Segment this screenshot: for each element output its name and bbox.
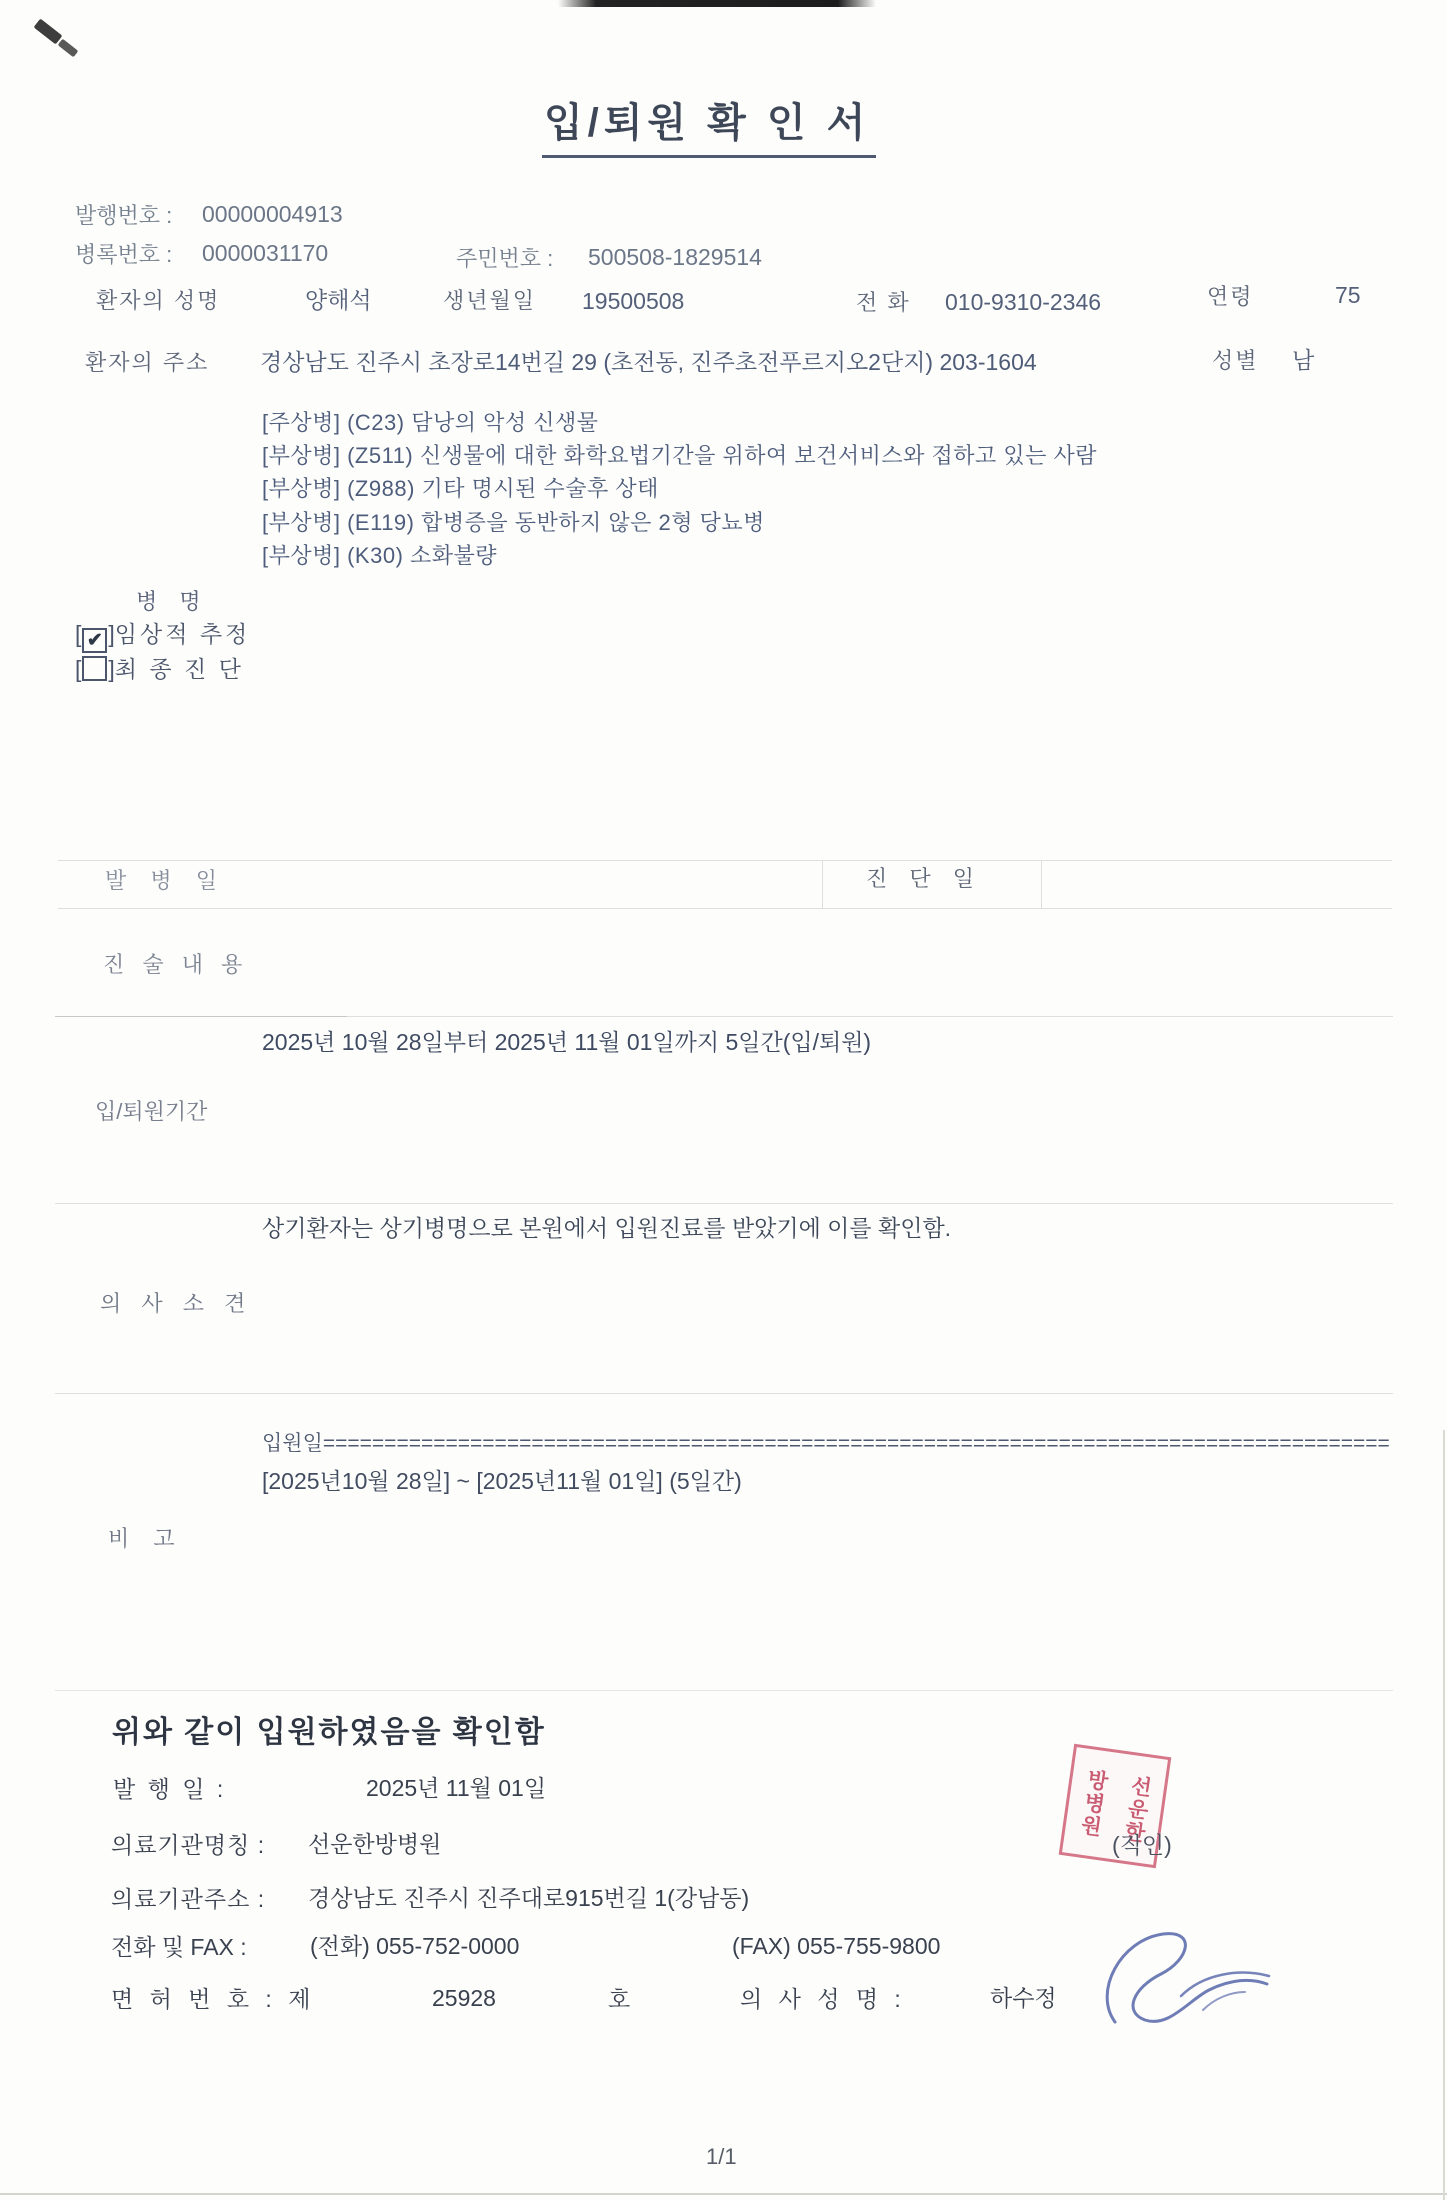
statement-value: 2025년 10월 28일부터 2025년 11월 01일까지 5일간(입/퇴원) (262, 1029, 872, 1055)
disease-section-label: 병 명 (136, 589, 209, 614)
phone-fax-label: 전화 및 FAX : (111, 1934, 247, 1960)
divider-line (55, 1203, 1393, 1204)
org-fax-value: (FAX) 055-755-9800 (732, 1933, 941, 1959)
remarks-label: 비 고 (108, 1526, 184, 1551)
period-label: 입/퇴원기간 (95, 1099, 208, 1124)
age-value: 75 (1335, 282, 1361, 308)
admission-range: [2025년10월 28일] ~ [2025년11월 01일] (5일간) (262, 1468, 742, 1494)
org-address-value: 경상남도 진주시 진주대로915번길 1(강남동) (308, 1885, 750, 1911)
issue-date-value: 2025년 11월 01일 (366, 1775, 547, 1801)
page-number: 1/1 (706, 2144, 737, 2169)
license-number-label: 면 허 번 호 : 제 (111, 1986, 316, 2012)
checkbox-empty-icon (82, 656, 107, 681)
issue-number-value: 00000004913 (202, 201, 343, 227)
patient-name-label: 환자의 성명 (96, 288, 221, 313)
bracket: [ (75, 656, 82, 682)
doctor-signature (1085, 1922, 1285, 2037)
license-number-value: 25928 (432, 1985, 496, 2011)
checkbox-checked-icon: ✔ (82, 628, 107, 653)
birth-date-value: 19500508 (582, 288, 685, 314)
bracket: ] (108, 656, 115, 682)
diagnosis-line: [부상병] (K30) 소화불량 (262, 543, 498, 568)
divider-line (58, 908, 1392, 909)
license-suffix: 호 (608, 1986, 631, 2012)
patient-address-label: 환자의 주소 (85, 350, 210, 375)
divider-line (55, 1016, 347, 1017)
resident-number-label: 주민번호 : (456, 246, 554, 271)
confirmation-statement: 위와 같이 입원하였음을 확인함 (112, 1716, 546, 1749)
resident-number-value: 500508-1829514 (588, 244, 762, 270)
patient-name-value: 양해석 (305, 287, 372, 313)
doctor-name-label: 의 사 성 명 : (740, 1986, 906, 2012)
divider-line (55, 1690, 1393, 1691)
statement-label: 진 술 내 용 (103, 952, 249, 977)
final-diagnosis-label: 최 종 진 단 (114, 656, 244, 682)
stamp-text: 선운한 (1120, 1773, 1153, 1845)
divider-line (58, 860, 1392, 861)
doctor-opinion-label: 의 사 소 견 (100, 1291, 253, 1316)
stamp-text: 방병원 (1077, 1767, 1110, 1839)
diagnosis-line: [부상병] (E119) 합병증을 동반하지 않은 2형 당뇨병 (262, 510, 765, 535)
diagnosis-line: [주상병] (C23) 담낭의 악성 신생물 (262, 410, 599, 435)
divider-line (822, 860, 823, 908)
issue-date-label: 발 행 일 : (113, 1776, 227, 1802)
bracket: [ (75, 621, 82, 647)
onset-date-label: 발 병 일 (105, 868, 226, 893)
phone-value: 010-9310-2346 (945, 289, 1102, 315)
diagnosis-line: [부상병] (Z511) 신생물에 대한 화학요법기간을 위하여 보건서비스와 접하고 있는 사람 (262, 443, 1097, 468)
scan-artifact-bottom-edge (0, 2193, 1447, 2195)
bracket: ] (108, 621, 115, 647)
final-diagnosis-row (75, 656, 244, 682)
org-address-label: 의료기관주소 : (111, 1886, 266, 1912)
phone-label: 전 화 (856, 290, 911, 315)
sex-label: 성별 (1212, 348, 1259, 373)
diagnosis-line: [부상병] (Z988) 기타 명시된 수술후 상태 (262, 476, 659, 501)
scan-artifact-top-bar (558, 0, 876, 7)
sex-value: 남 (1292, 347, 1315, 373)
clinical-estimate-label: 임상적 추정 (114, 621, 251, 647)
document-title: 입/퇴원 확 인 서 (542, 100, 876, 158)
org-name-value: 선운한방병원 (308, 1831, 442, 1857)
org-phone-value: (전화) 055-752-0000 (310, 1933, 520, 1959)
age-label: 연령 (1207, 284, 1254, 309)
issue-number-label: 발행번호 : (75, 203, 173, 228)
record-number-label: 병록번호 : (75, 242, 173, 267)
doctor-name-value: 하수정 (990, 1985, 1057, 2011)
divider-line (55, 1393, 1393, 1394)
scan-artifact-corner-mark (58, 39, 79, 58)
birth-date-label: 생년월일 (443, 288, 537, 313)
stamp-note: (직인) (1112, 1832, 1172, 1858)
record-number-value: 0000031170 (202, 240, 329, 266)
org-name-label: 의료기관명칭 : (111, 1832, 266, 1858)
divider-line (1041, 860, 1042, 908)
clinical-estimate-row (75, 621, 250, 653)
diagnosis-date-label: 진 단 일 (866, 866, 982, 891)
scan-artifact-right-edge (1443, 1430, 1445, 2200)
doctor-opinion-value: 상기환자는 상기병명으로 본원에서 입원진료를 받았기에 이를 확인함. (262, 1215, 952, 1241)
scan-artifact-corner-mark (34, 19, 63, 45)
patient-address-value: 경상남도 진주시 초장로14번길 29 (초전동, 진주초전푸르지오2단지) 203-1604 (260, 349, 1037, 375)
admission-header-line: 입원일======================================================================================= (262, 1432, 1390, 1455)
